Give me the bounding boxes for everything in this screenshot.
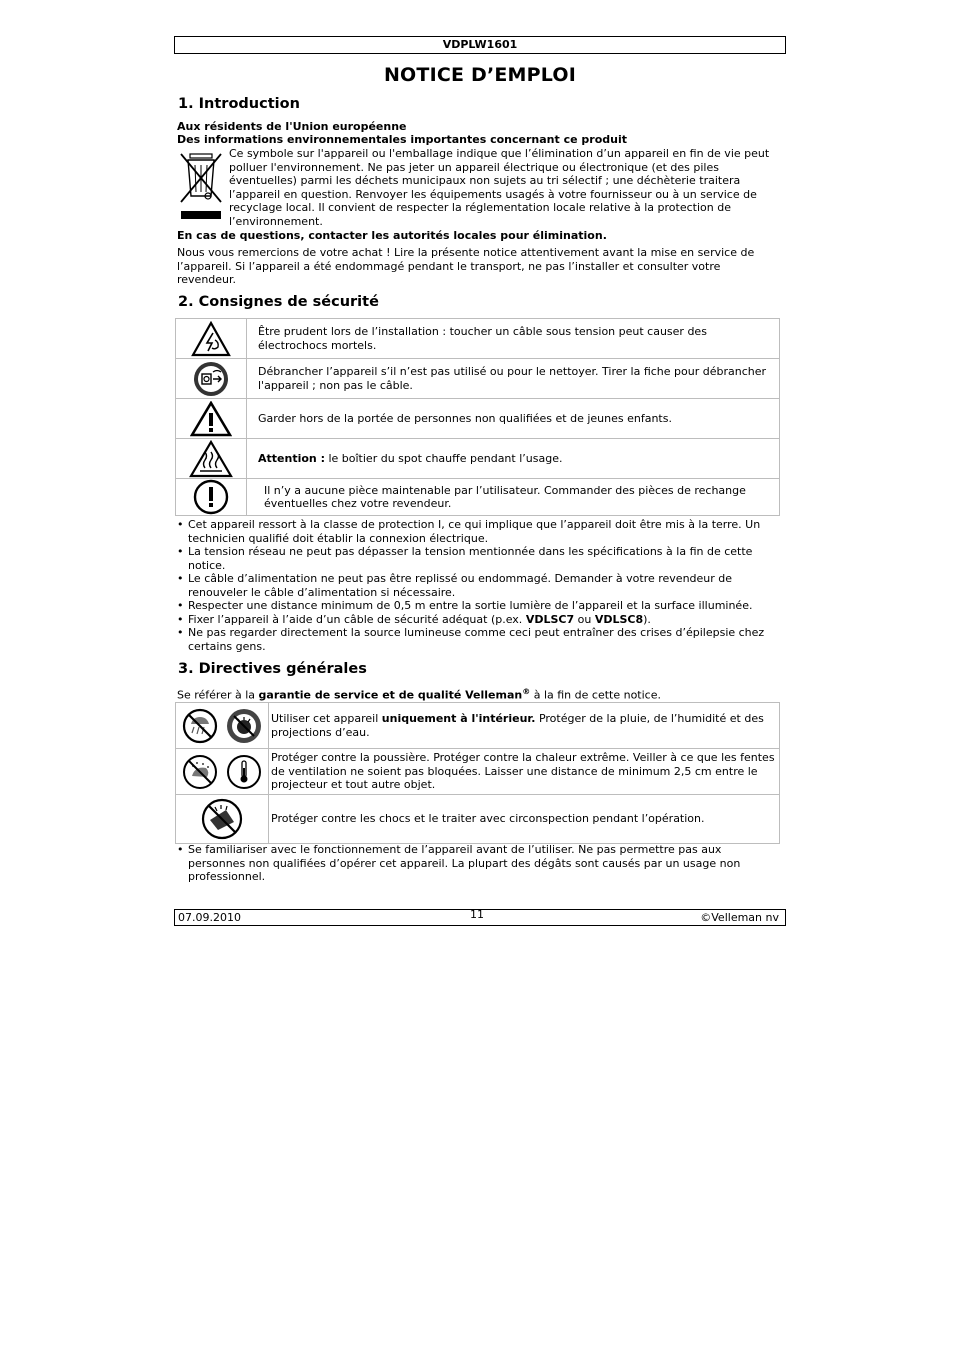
thermometer-icon <box>226 754 262 790</box>
bullet-text: Fixer l’appareil à l’aide d’un câble de sécurité adéquat (p.ex. <box>188 612 526 626</box>
hot-surface-warning-icon <box>176 440 246 478</box>
ref-text: à la fin de cette notice. <box>530 688 661 702</box>
general-text-cell: Protéger contre les chocs et le traiter avec circonspection pendant l’opération. <box>269 795 780 844</box>
model-header: VDPLW1601 <box>174 36 786 54</box>
list-item: • Cet appareil ressort à la classe de protection I, ce qui implique que l’appareil doit être mis à la terre. Un technicien qualifié doit établir la connexion électrique. <box>177 518 779 545</box>
safety-text-cell: Il n’y a aucune pièce maintenable par l’utilisateur. Commander des pièces de rechange éventuelles chez votre revendeur. <box>247 479 780 516</box>
registered-mark: ® <box>522 687 531 696</box>
weee-description: Ce symbole sur l'appareil ou l'emballage indique que l’élimination d’un appareil en fin de vie peut polluer l'environnement. Ne pas jeter un appareil électrique ou électronique (et des piles éventuelles) parmi les déchets municipaux non sujets au tri sélectif ; une déchèterie traitera l’appareil en question. Renvoyer les équipements usagés à votre fournisseur ou à un service de recyclage local. Il convient de respecter la réglementation locale relative à la protection de l’environnement. <box>229 147 770 228</box>
electric-shock-warning-icon <box>176 321 246 357</box>
safety-text-cell: Débrancher l’appareil s’il n’est pas utilisé ou pour le nettoyer. Tirer la fiche pour débrancher l'appareil ; non pas le câble. <box>247 359 780 399</box>
list-item: • La tension réseau ne peut pas dépasser la tension mentionnée dans les spécifications à la fin de cette notice. <box>177 545 779 572</box>
no-shock-icon <box>176 798 268 840</box>
exclamation-warning-icon <box>176 401 246 437</box>
safety-text-cell: Garder hors de la portée de personnes non qualifiées et de jeunes enfants. <box>247 399 780 439</box>
general-bullet-list <box>177 843 779 884</box>
general-text-cell <box>269 703 780 749</box>
safety-text-cell <box>247 439 780 479</box>
env-info-label: Des informations environnementales importantes concernant ce produit <box>177 133 627 146</box>
no-rain-icon <box>182 708 218 744</box>
general-row <box>176 703 780 749</box>
list-item: • Se familiariser avec le fonctionnement de l’appareil avant de l’utiliser. Ne pas permettre pas aux personnes non qualifiées d’opérer cet appareil. La plupart des dégâts sont causés par un usage non professionnel. <box>177 843 779 884</box>
general-icon-cell <box>176 795 269 844</box>
no-dust-icon <box>182 754 218 790</box>
icon-pair <box>176 754 268 790</box>
general-text-cell: Protéger contre la poussière. Protéger contre la chaleur extrême. Veiller à ce que les fentes de ventilation ne soient pas bloquées. Laisser une distance de minimum 2,5 cm entre le projecteur et tout autre objet. <box>269 749 780 795</box>
list-item: • Respecter une distance minimum de 0,5 m entre la sortie lumière de l’appareil et la surface illuminée. <box>177 599 779 613</box>
safety-row <box>176 319 780 359</box>
general-icon-cell <box>176 703 269 749</box>
warranty-reference <box>177 685 787 702</box>
row-text: Protéger de la pluie, de l’humidité et des projections d’eau. <box>271 712 764 739</box>
no-water-spray-icon <box>226 708 262 744</box>
attention-text: le boîtier du spot chauffe pendant l’usage. <box>324 451 563 465</box>
manual-page <box>174 36 786 92</box>
safety-row <box>176 359 780 399</box>
model-vdlsc8: VDLSC8 <box>594 612 644 626</box>
safety-icon-cell <box>176 359 247 399</box>
safety-table <box>175 318 780 516</box>
general-row <box>176 795 780 844</box>
safety-icon-cell <box>176 439 247 479</box>
exclamation-circle-icon <box>176 479 246 515</box>
thanks-paragraph: Nous vous remercions de votre achat ! Lire la présente notice attentivement avant la mise en service de l’appareil. Si l’appareil a été endommagé pendant le transport, ne pas l’installer et consulter votre revendeur. <box>177 246 755 286</box>
contact-authorities-note: En cas de questions, contacter les autorités locales pour élimination. <box>177 229 607 242</box>
indoor-only-label: uniquement à l'intérieur. <box>381 712 536 725</box>
safety-icon-cell <box>176 479 247 516</box>
safety-icon-cell <box>176 399 247 439</box>
section-heading-introduction: 1. Introduction <box>178 96 300 112</box>
unplug-icon <box>176 361 246 397</box>
row-text: Utiliser cet appareil <box>271 712 382 725</box>
general-icon-cell <box>176 749 269 795</box>
ref-text: Se référer à la <box>177 688 259 702</box>
warranty-label: garantie de service et de qualité Velleman <box>258 688 523 702</box>
page-footer <box>174 909 786 926</box>
safety-row <box>176 479 780 516</box>
icon-pair <box>176 708 268 744</box>
safety-text-cell: Être prudent lors de l’installation : toucher un câble sous tension peut causer des électrochocs mortels. <box>247 319 780 359</box>
footer-copyright: ©Velleman nv <box>700 911 779 924</box>
general-row <box>176 749 780 795</box>
weee-bin-icon <box>178 150 224 222</box>
section-heading-safety: 2. Consignes de sécurité <box>178 294 379 310</box>
footer-date: 07.09.2010 <box>178 911 241 924</box>
attention-label: Attention : <box>258 451 325 465</box>
page-number: 11 <box>470 908 484 921</box>
section-heading-general: 3. Directives générales <box>178 661 367 677</box>
general-table <box>175 702 780 844</box>
safety-bullet-list <box>177 518 779 653</box>
safety-row <box>176 399 780 439</box>
safety-icon-cell <box>176 319 247 359</box>
bullet-text: ou <box>574 612 595 626</box>
list-item: • Ne pas regarder directement la source lumineuse comme ceci peut entraîner des crises d’épilepsie chez certains gens. <box>177 626 779 653</box>
model-vdlsc7: VDLSC7 <box>525 612 575 626</box>
eu-residents-label: Aux résidents de l'Union européenne <box>177 120 407 133</box>
bullet-text: ). <box>643 612 651 626</box>
safety-row <box>176 439 780 479</box>
page-title: NOTICE D’EMPLOI <box>383 64 577 86</box>
list-item <box>177 613 779 627</box>
list-item: • Le câble d’alimentation ne peut pas être replissé ou endommagé. Demander à votre revendeur de renouveler le câble d’alimentation si nécessaire. <box>177 572 779 599</box>
